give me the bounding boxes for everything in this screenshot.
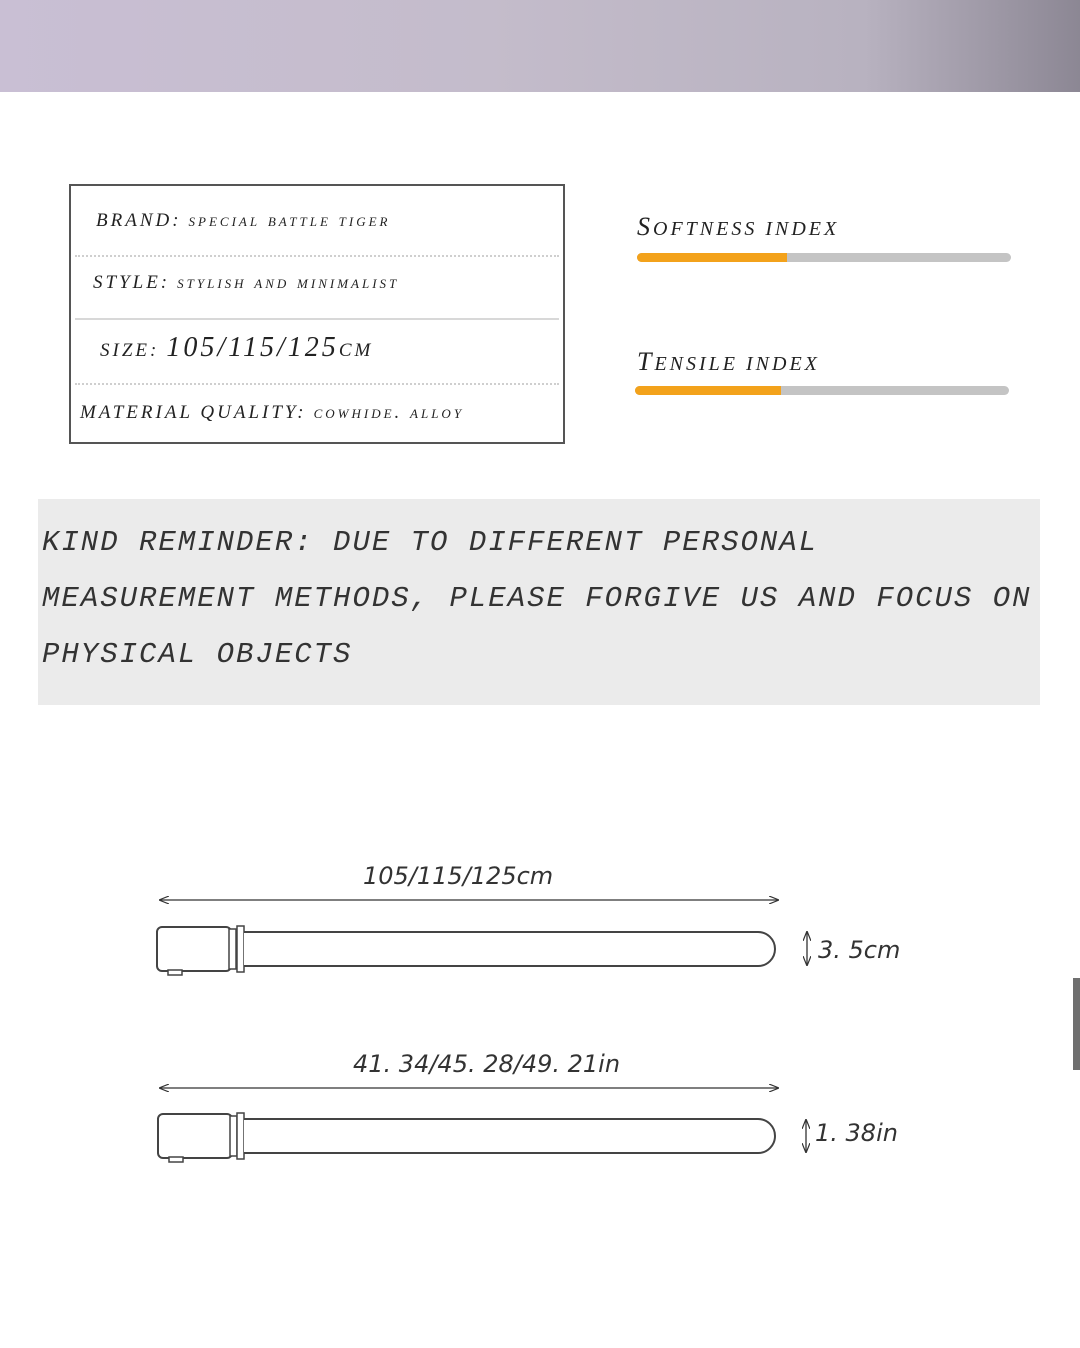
tensile-label-rest: ENSILE INDEX <box>654 353 820 375</box>
belt-strap <box>244 1119 775 1153</box>
tensile-label-initial: T <box>637 347 655 376</box>
brand-label: BRAND: <box>96 210 182 231</box>
buckle-bar <box>230 1116 237 1156</box>
buckle-clip <box>168 970 182 975</box>
buckle-clip <box>169 1157 183 1162</box>
material-value: cowhide. alloy <box>313 402 465 423</box>
buckle-bar <box>237 926 244 972</box>
belt-buckle <box>157 927 231 971</box>
style-label: STYLE: <box>93 272 171 293</box>
belt-diagram-imperial <box>158 1088 806 1162</box>
material-label: MATERIAL QUALITY: <box>80 402 307 423</box>
imperial-width-label: 1. 38in <box>815 1119 898 1147</box>
size-unit: CM <box>338 340 374 361</box>
belt-diagram-metric <box>157 900 807 975</box>
size-value: 105/115/125 <box>166 332 339 363</box>
softness-label-initial: S <box>637 212 653 241</box>
imperial-length-label: 41. 34/45. 28/49. 21in <box>353 1050 621 1078</box>
buckle-bar <box>237 1113 244 1159</box>
buckle-bar <box>229 929 236 969</box>
metric-width-label: 3. 5cm <box>818 936 901 964</box>
belt-strap <box>244 932 775 966</box>
softness-label-rest: OFTNESS INDEX <box>653 218 840 240</box>
belt-buckle <box>158 1114 232 1158</box>
style-value: stylish and minimalist <box>177 272 400 293</box>
brand-value: special battle tiger <box>188 210 391 231</box>
metric-length-label: 105/115/125cm <box>363 862 554 890</box>
reminder-text: KIND REMINDER: DUE TO DIFFERENT PERSONAL MEASUREMENT METHODS, PLEASE FORGIVE US AND FOCUS ON PHYSICAL OBJECTS <box>42 526 1032 671</box>
size-label: SIZE: <box>100 340 160 361</box>
